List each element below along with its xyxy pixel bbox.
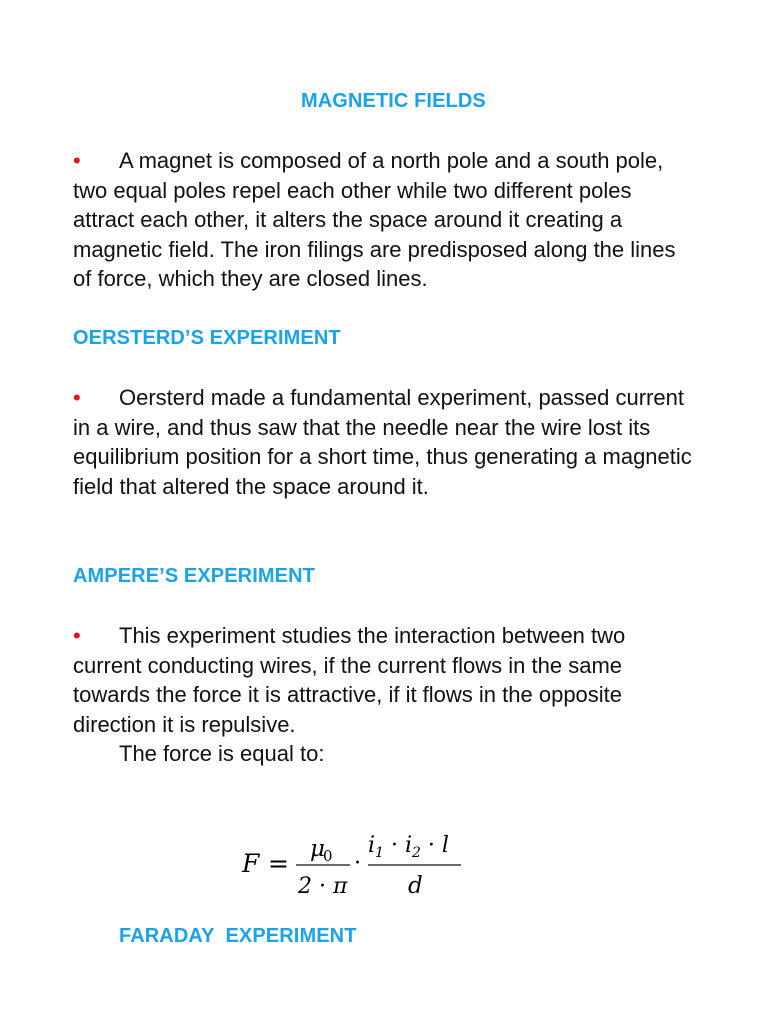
heading-magnetic-fields: MAGNETIC FIELDS <box>301 90 486 112</box>
formula-equals: = <box>268 849 289 878</box>
bullet-icon: • <box>73 623 81 648</box>
fraction1-denominator: 2 · π <box>298 874 348 899</box>
heading-ampere-experiment: AMPERE’S EXPERIMENT <box>73 565 315 587</box>
fraction1-numerator-subscript: 0 <box>323 847 333 865</box>
force-intro-text: The force is equal to: <box>119 741 325 766</box>
paragraph-oersterd <box>73 383 693 501</box>
paragraph-ampere <box>73 621 693 739</box>
paragraph-magnetic-fields <box>73 146 693 294</box>
formula-lhs: F <box>242 849 260 878</box>
bullet-icon: • <box>73 385 81 410</box>
paragraph-text: Oersterd made a fundamental experiment, passed current in a wire, and thus saw that the needle near the wire lost its equilibrium position for a short time, thus generating a magnetic field that altered the space around it. <box>73 385 692 499</box>
fraction2-denominator: d <box>408 873 423 899</box>
bullet-icon: • <box>73 148 81 173</box>
fraction1-numerator: μ <box>310 836 325 862</box>
heading-oersterd-experiment: OERSTERD’S EXPERIMENT <box>73 327 341 349</box>
force-formula <box>240 826 470 906</box>
formula-dot: · <box>354 851 361 876</box>
heading-faraday-experiment: FARADAY EXPERIMENT <box>119 925 357 947</box>
paragraph-text: This experiment studies the interaction between two current conducting wires, if the current flows in the same towards the force it is attractive, if it flows in the opposite direction it is repulsive. <box>73 623 626 737</box>
paragraph-text: A magnet is composed of a north pole and a south pole, two equal poles repel each other while two different poles attract each other, it alters the space around it creating a magnetic field. The iron filings are predisposed along the lines of force, which they are closed lines. <box>73 148 676 292</box>
fraction2-numerator: $i_1 \cdot i_2 \cdot l$ <box>368 833 449 861</box>
